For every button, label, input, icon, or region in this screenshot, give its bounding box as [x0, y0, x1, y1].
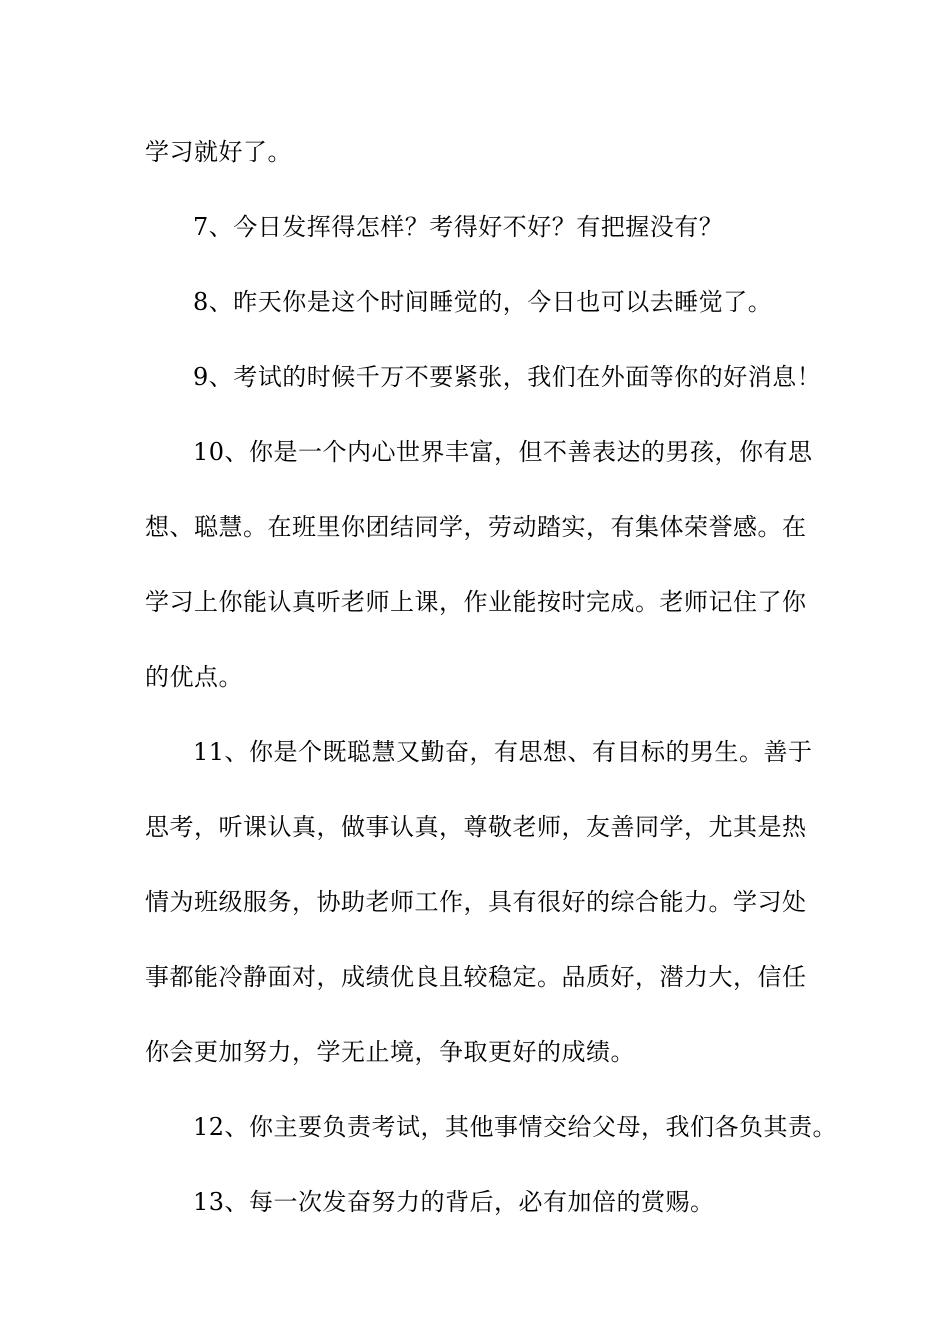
paragraph-10-line-4: 的优点。 [145, 663, 243, 691]
paragraph-10-line-3: 学习上你能认真听老师上课，作业能按时完成。老师记住了你 [145, 588, 807, 616]
paragraph-13: 13、每一次发奋努力的背后，必有加倍的赏赐。 [193, 1188, 715, 1216]
paragraph-11-line-1: 11、你是个既聪慧又勤奋，有思想、有目标的男生。善于 [193, 738, 813, 766]
paragraph-9: 9、考试的时候千万不要紧张，我们在外面等你的好消息！ [193, 363, 822, 391]
paragraph-10-line-1: 10、你是一个内心世界丰富，但不善表达的男孩，你有思 [193, 438, 813, 466]
paragraph-11-line-4: 事都能冷静面对，成绩优良且较稳定。品质好，潜力大，信任 [145, 963, 807, 991]
paragraph-6-end: 学习就好了。 [145, 138, 292, 166]
paragraph-12: 12、你主要负责考试，其他事情交给父母，我们各负其责。 [193, 1113, 838, 1141]
paragraph-11-line-3: 情为班级服务，协助老师工作，具有很好的综合能力。学习处 [145, 888, 807, 916]
paragraph-11-line-2: 思考，听课认真，做事认真，尊敬老师，友善同学，尤其是热 [145, 813, 807, 841]
paragraph-8: 8、昨天你是这个时间睡觉的，今日也可以去睡觉了。 [193, 288, 773, 316]
paragraph-11-line-5: 你会更加努力，学无止境，争取更好的成绩。 [145, 1038, 635, 1066]
paragraph-10-line-2: 想、聪慧。在班里你团结同学，劳动踏实，有集体荣誉感。在 [145, 513, 807, 541]
paragraph-7: 7、今日发挥得怎样？考得好不好？有把握没有？ [193, 213, 724, 241]
